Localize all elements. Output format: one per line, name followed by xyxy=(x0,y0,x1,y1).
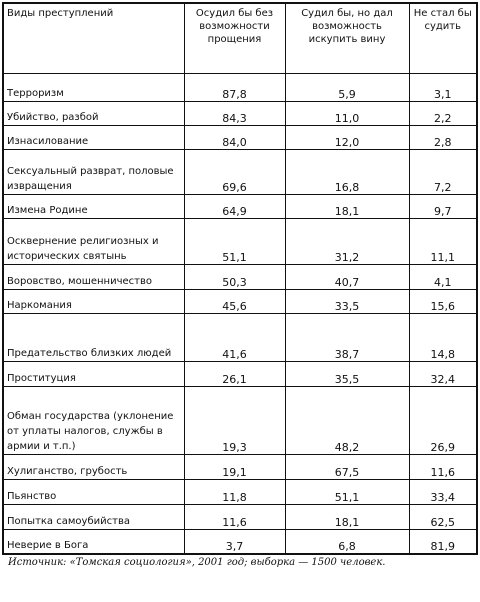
row-label: Воровство, мошенничество xyxy=(3,265,184,290)
row-label: Наркомания xyxy=(3,290,184,314)
value-redemption: 31,2 xyxy=(285,219,409,265)
row-label: Сексуальный разврат, половые извращения xyxy=(3,150,184,195)
value-condemn: 69,6 xyxy=(184,150,285,195)
table-header-row xyxy=(3,3,477,74)
value-condemn: 19,3 xyxy=(184,387,285,455)
source-caption: Источник: «Томская социология», 2001 год; выборка — 1500 человек. xyxy=(8,556,386,568)
value-not-judge: 3,1 xyxy=(409,74,477,102)
table-row xyxy=(3,314,477,362)
value-not-judge: 7,2 xyxy=(409,150,477,195)
table-row xyxy=(3,74,477,102)
value-redemption: 16,8 xyxy=(285,150,409,195)
row-label: Неверие в Бога xyxy=(3,530,184,554)
value-condemn: 11,6 xyxy=(184,505,285,530)
value-condemn: 45,6 xyxy=(184,290,285,314)
value-redemption: 6,8 xyxy=(285,530,409,554)
value-redemption: 51,1 xyxy=(285,480,409,505)
header-condemn-no-forgiveness: Осудил бы без возможности прощения xyxy=(184,3,285,74)
value-redemption: 5,9 xyxy=(285,74,409,102)
table-row xyxy=(3,150,477,195)
row-label: Предательство близких людей xyxy=(3,314,184,362)
value-not-judge: 4,1 xyxy=(409,265,477,290)
value-condemn: 64,9 xyxy=(184,195,285,219)
table-row xyxy=(3,530,477,554)
value-not-judge: 33,4 xyxy=(409,480,477,505)
value-condemn: 84,3 xyxy=(184,102,285,126)
row-label: Изнасилование xyxy=(3,126,184,150)
row-label: Хулиганство, грубость xyxy=(3,455,184,480)
value-not-judge: 11,1 xyxy=(409,219,477,265)
value-not-judge: 26,9 xyxy=(409,387,477,455)
table-row xyxy=(3,290,477,314)
survey-table xyxy=(2,2,478,555)
table-row xyxy=(3,455,477,480)
table-row xyxy=(3,265,477,290)
value-condemn: 41,6 xyxy=(184,314,285,362)
document-page xyxy=(2,2,476,570)
value-redemption: 12,0 xyxy=(285,126,409,150)
table-row xyxy=(3,362,477,387)
value-condemn: 51,1 xyxy=(184,219,285,265)
row-label: Обман государства (уклонение от уплаты налогов, службы в армии и т.п.) xyxy=(3,387,184,455)
value-condemn: 3,7 xyxy=(184,530,285,554)
header-would-not-judge: Не стал бы судить xyxy=(409,3,477,74)
row-label: Пьянство xyxy=(3,480,184,505)
value-condemn: 50,3 xyxy=(184,265,285,290)
table-row xyxy=(3,126,477,150)
value-not-judge: 81,9 xyxy=(409,530,477,554)
row-label: Измена Родине xyxy=(3,195,184,219)
value-not-judge: 11,6 xyxy=(409,455,477,480)
value-condemn: 11,8 xyxy=(184,480,285,505)
table-row xyxy=(3,102,477,126)
table-row xyxy=(3,387,477,455)
header-crime-type: Виды преступлений xyxy=(3,3,184,74)
value-condemn: 87,8 xyxy=(184,74,285,102)
value-not-judge: 14,8 xyxy=(409,314,477,362)
value-not-judge: 15,6 xyxy=(409,290,477,314)
value-redemption: 38,7 xyxy=(285,314,409,362)
value-not-judge: 62,5 xyxy=(409,505,477,530)
value-redemption: 67,5 xyxy=(285,455,409,480)
table-row xyxy=(3,505,477,530)
value-condemn: 19,1 xyxy=(184,455,285,480)
value-redemption: 40,7 xyxy=(285,265,409,290)
row-label: Осквернение религиозных и исторических святынь xyxy=(3,219,184,265)
value-not-judge: 2,8 xyxy=(409,126,477,150)
value-condemn: 84,0 xyxy=(184,126,285,150)
row-label: Попытка самоубийства xyxy=(3,505,184,530)
value-redemption: 33,5 xyxy=(285,290,409,314)
value-redemption: 18,1 xyxy=(285,505,409,530)
row-label: Проституция xyxy=(3,362,184,387)
value-redemption: 48,2 xyxy=(285,387,409,455)
table-row xyxy=(3,219,477,265)
value-not-judge: 9,7 xyxy=(409,195,477,219)
table-row xyxy=(3,480,477,505)
table-row xyxy=(3,195,477,219)
value-redemption: 18,1 xyxy=(285,195,409,219)
value-not-judge: 2,2 xyxy=(409,102,477,126)
value-redemption: 35,5 xyxy=(285,362,409,387)
header-judge-with-redemption: Судил бы, но дал возможность искупить вину xyxy=(285,3,409,74)
value-redemption: 11,0 xyxy=(285,102,409,126)
value-not-judge: 32,4 xyxy=(409,362,477,387)
value-condemn: 26,1 xyxy=(184,362,285,387)
row-label: Терроризм xyxy=(3,74,184,102)
row-label: Убийство, разбой xyxy=(3,102,184,126)
